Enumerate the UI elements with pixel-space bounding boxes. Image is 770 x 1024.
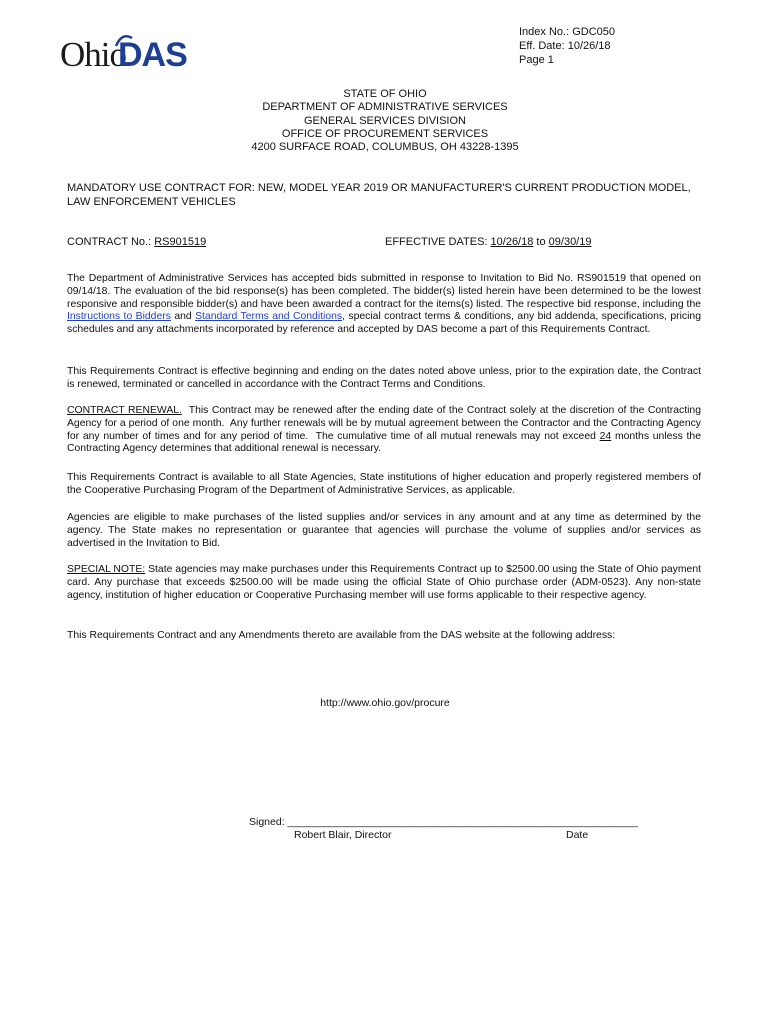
contract-number: RS901519 [154,236,207,248]
effective-start-date: 10/26/18 [490,236,534,248]
contract-title: MANDATORY USE CONTRACT FOR: NEW, MODEL YEAR 2019 OR MANUFACTURER'S CURRENT PRODUCTION MODEL, LAW ENFORCEMENT VEHICLES [67,182,691,208]
agency-line-department: DEPARTMENT OF ADMINISTRATIVE SERVICES [262,101,508,114]
contract-number-line [67,236,206,248]
signature-date-label: Date [566,829,589,841]
document-index-block [519,25,615,67]
standard-terms-link[interactable]: Standard Terms and Conditions [195,311,343,323]
effective-date: Eff. Date: 10/26/18 [519,40,611,52]
ohio-das-logo [60,34,187,74]
agency-line-address: 4200 SURFACE ROAD, COLUMBUS, OH 43228-1395 [251,141,519,154]
renewal-heading: CONTRACT RENEWAL. [67,405,182,416]
procure-url[interactable]: http://www.ohio.gov/procure [320,697,450,709]
agency-line-state: STATE OF OHIO [343,88,427,100]
agency-line-division: GENERAL SERVICES DIVISION [304,114,466,127]
effective-dates-line [385,236,591,248]
logo-ohio-text: Ohio [60,35,126,74]
paragraph-renewal [67,405,704,456]
signature-line: Signed: ____________________________________________________________ [249,816,638,828]
effective-dates-label: EFFECTIVE DATES: [385,236,491,248]
effective-to: to [533,236,549,248]
award-text-c: , special contract terms & conditions, any bid addenda, specifications, pricing schedules and any attachments incorporated by reference and accepted by DAS become a part of this Requirements Contract. [67,311,701,336]
agency-heading [0,88,770,154]
paragraph-website: This Requirements Contract and any Amendments thereto are available from the DAS website at the following address: [67,630,616,641]
logo-das-text: DAS [118,36,187,74]
special-note-text: State agencies may make purchases under this Requirements Contract up to $2500.00 using the State of Ohio payment card. Any purchase that exceeds $2500.00 will be made using the official State of Ohio purchase order (ADM-0523). Any non-state agency, institution of higher education or Cooperative Purchasing member will use forms applicable to their respective agency. [67,564,701,601]
renewal-text-b: months unless the Contracting Agency determines that additional renewal is necessary. [67,430,701,455]
renewal-months: 24 [599,430,612,442]
instructions-to-bidders-link[interactable]: Instructions to Bidders [67,311,171,323]
paragraph-eligibility: Agencies are eligible to make purchases of the listed supplies and/or services in any amount and at any time as determined by the agency. The State makes no representation or guarantee that agencies will purchase the volume of supplies and/or services as advertised in the Invitation to Bid. [67,512,701,549]
effective-end-date: 09/30/19 [548,236,592,248]
award-text-b: and [170,311,196,323]
award-text-a: The Department of Administrative Services has accepted bids submitted in response to Invitation to Bid No. RS901519 that opened on 09/14/18. The evaluation of the bid response(s) has been completed. The bidder(s) listed herein have been determined to be the lowest responsive and responsible bidder(s) and have been awarded a contract for the items(s) listed. The respective bid response, including the [67,273,701,310]
paragraph-special-note [67,564,701,602]
special-note-heading: SPECIAL NOTE: [67,564,146,575]
signer-name: Robert Blair, Director [294,829,392,841]
paragraph-award [67,273,701,337]
contract-number-label: CONTRACT No.: [67,236,155,248]
renewal-text-a: This Contract may be renewed after the ending date of the Contract solely at the discretion of the Contracting Agency for a period of one month. Any further renewals will be by mutual agreement between the Contractor and the Contracting Agency for any number of times and for any period of time. The cumulative time of all mutual renewals may not exceed [67,405,704,442]
agency-line-office: OFFICE OF PROCUREMENT SERVICES [281,127,489,140]
index-number: Index No.: GDC050 [519,26,615,38]
page-number: Page 1 [519,54,554,66]
paragraph-availability: This Requirements Contract is available to all State Agencies, State institutions of higher education and properly registered members of the Cooperative Purchasing Program of the Department of Administrative Services, as applicable. [67,472,701,496]
paragraph-effective: This Requirements Contract is effective beginning and ending on the dates noted above unless, prior to the expiration date, the Contract is renewed, terminated or cancelled in accordance with the Contract Terms and Conditions. [67,366,701,390]
